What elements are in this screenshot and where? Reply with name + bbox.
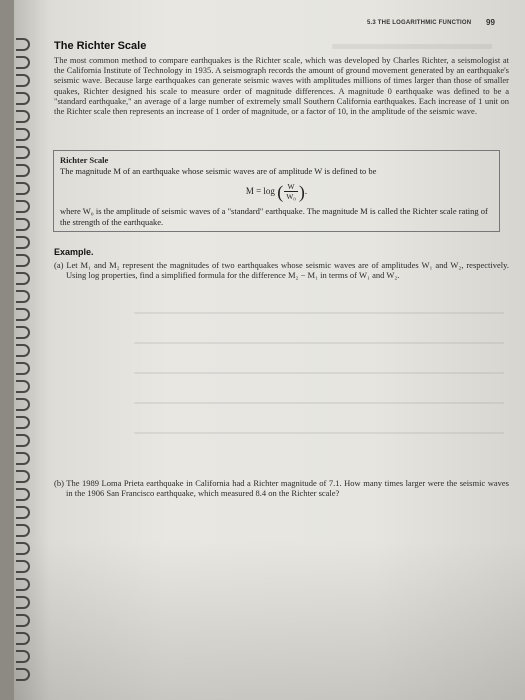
binding-ring [16,668,30,681]
binding-ring [16,524,30,537]
binding-ring [16,578,30,591]
binding-ring [16,614,30,627]
binding-ring [16,434,30,447]
binding-ring [16,470,30,483]
binding-ring [16,38,30,51]
intro-paragraph: The most common method to compare earthquakes is the Richter scale, which was developed by Charles Richter, a seismologist at the California Institute of Technology in 1935. A seismograph records the amount of ground movement generated by an earthquake's seismic wave. Because large earthquakes can generate seismic waves with amplitudes millions of times larger than those of smaller quakes, Richter designed his scale to measure order of magnitude differences. A magnitude 0 earthquake was defined to be a "standard earthquake," an average of a large number of extremely small Southern California earthquakes. Each increase of 1 unit on the Richter scale then represents an increase of 1 order of magnitude, or a factor of 10, in the amplitude of the seismic wave. [54,55,509,117]
textbook-page [14,0,525,700]
binding-ring [16,560,30,573]
formula-denominator: W₀ [286,192,296,202]
binding-ring [16,506,30,519]
binding-ring [16,308,30,321]
binding-ring [16,542,30,555]
binding-ring [16,344,30,357]
binding-ring [16,146,30,159]
binding-ring [16,182,30,195]
running-head: 5.3 THE LOGARITHMIC FUNCTION [367,20,472,26]
binding-ring [16,92,30,105]
binding-ring [16,380,30,393]
formula-numerator: W [284,182,298,192]
formula-fraction [284,182,298,201]
show-through-text [134,312,504,462]
binding-ring [16,254,30,267]
section-heading: The Richter Scale [54,40,147,52]
binding-ring [16,290,30,303]
binding-ring [16,164,30,177]
box-title: Richter Scale [60,155,109,165]
example-label: Example. [54,247,94,257]
binding-ring [16,416,30,429]
binding-ring [16,632,30,645]
binding-ring [16,236,30,249]
part-b-text: (b) The 1989 Loma Prieta earthquake in California had a Richter magnitude of 7.1. How many times larger were the seismic waves in the 1906 San Francisco earthquake, which measured 8.4 on the Richter scale? [54,478,509,499]
binding-ring [16,200,30,213]
binding-ring [16,362,30,375]
box-footer: where W₀ is the amplitude of seismic waves of a "standard" earthquake. The magnitude M is called the Richter scale rating of the strength of the earthquake. [60,206,488,227]
binding-ring [16,128,30,141]
binding-ring [16,218,30,231]
richter-formula: M = log ( $\frac{W}{\text{W₀}}$ ). [245,181,308,202]
binding-ring [16,452,30,465]
show-through-text [332,44,492,49]
binding-ring [16,398,30,411]
binding-ring [16,74,30,87]
binding-ring [16,326,30,339]
binding-ring [16,56,30,69]
binding-ring [16,272,30,285]
part-a-text: (a) Let M₁ and M₂ represent the magnitudes of two earthquakes whose seismic waves are of amplitudes W₁ and W₂, respectively. Using log properties, find a simplified formula for the difference M₂ − M₁ in terms of W₁ and W₂. [54,260,509,281]
binding-ring [16,110,30,123]
binding-ring [16,596,30,609]
binding-ring [16,650,30,663]
question-part-b [54,478,509,498]
spiral-binding [14,20,36,700]
definition-box [53,150,500,232]
box-definition: The magnitude M of an earthquake whose seismic waves are of amplitude W is defined to be [60,165,377,176]
formula-lhs: M = log [245,186,275,196]
binding-ring [16,488,30,501]
page-number: 99 [486,18,495,27]
question-part-a [54,260,509,280]
